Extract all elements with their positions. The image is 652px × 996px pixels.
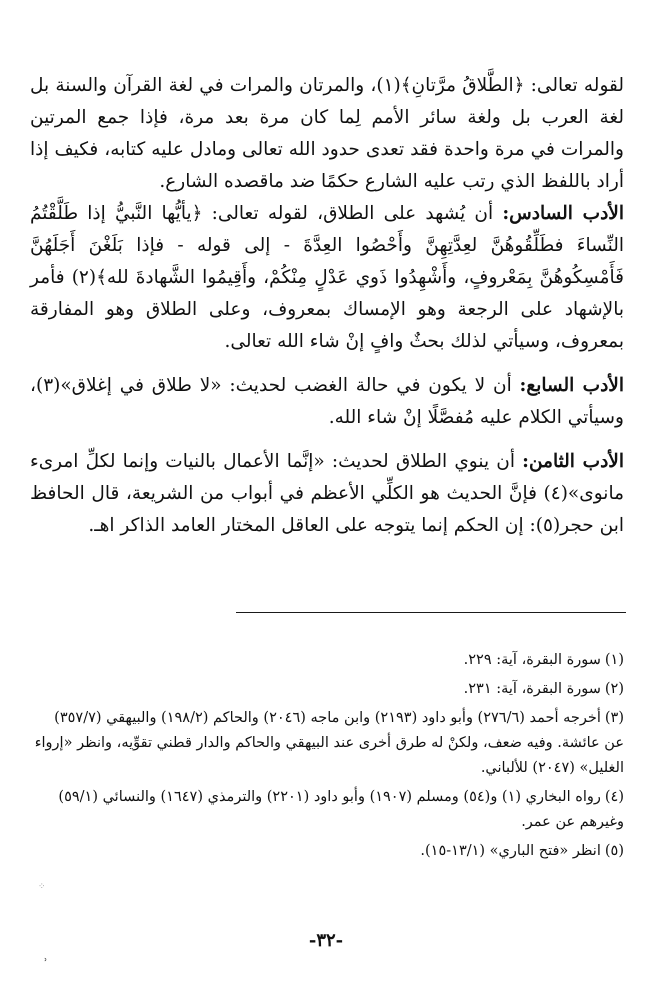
- body-adab-8: أن ينوي الطلاق لحديث: «إنَّما الأعمال بالنيات وإنما لكلِّ امرىء مانوى»(٤) فإنَّ الحديث هو الكلِّي الأعظم في أبواب من الشريعة، قال الحافظ ابن حجر(٥): إن الحكم إنما يتوجه على العاقل المختار العامد الذاكر اهـ.: [30, 451, 624, 536]
- body-adab-6: أن يُشهد على الطلاق، لقوله تعالى: ﴿يأيُّها النَّبيُّ إذا طَلَّقْتُمُ النِّساءَ فطَلِّقُوهُنَّ لعِدَّتِهِنَّ وأَحْصُوا العِدَّةَ - إلى قوله - فإذا بَلَغْنَ أَجَلَهُنَّ فَأَمْسِكُوهُنَّ بِمَعْروفٍ، وأَشْهِدُوا ذَوي عَدْلٍ مِنْكُمْ، وأَقِيمُوا الشَّهادةَ لله﴾(٢) فأمر بالإشهاد على الرجعة وهو الإمساك بمعروف، وعلى الطلاق وهو المفارقة بمعروف، وسيأتي لذلك بحثٌ وافٍ إنْ شاء الله تعالى.: [30, 203, 624, 352]
- footnote-number: (٤): [604, 789, 624, 805]
- footnote-text: رواه البخاري (١) و(٥٤) ومسلم (١٩٠٧) وأبو داود (٢٢٠١) والترمذي (١٦٤٧) والنسائي (٥٩/١) وغيرهم عن عمر.: [58, 789, 624, 830]
- footnote-number: (١): [604, 652, 624, 668]
- footnote: [30, 677, 624, 702]
- footnote: [30, 785, 624, 835]
- footnote-text: أخرجه أحمد (٢٧٦/٦) وأبو داود (٢١٩٣) وابن ماجه (٢٠٤٦) والحاكم (١٩٨/٢) والبيهقي (٣٥٧/٧) عن عائشة. وفيه ضعف، ولكنْ له طرق أخرى عند البيهقي والحاكم والدار قطني تقوِّيه، وانظر «إرواء الغليل» (٢٠٤٧) للألباني.: [34, 710, 624, 776]
- footnote-text: سورة البقرة، آية: ٢٣١.: [463, 681, 601, 697]
- main-text-block: [30, 70, 624, 542]
- footnote: [30, 839, 624, 864]
- paragraph-1: لقوله تعالى: ﴿الطَّلاقُ مرَّتانِ﴾(١)، والمرتان والمرات في لغة القرآن والسنة بل لغة العرب بل ولغة سائر الأمم لِما كان مرة بعد مرة، فإذا جمع المرتين والمرات في مرة واحدة فقد تعدى حدود الله تعالى ومادل عليه كتابه، فكيف إذا أراد باللفظ الذي رتب عليه الشارع حكمًا ضد ماقصده الشارع.: [30, 75, 624, 192]
- heading-adab-7: الأدب السابع:: [519, 375, 624, 396]
- footnote-number: (٥): [604, 843, 624, 859]
- footnotes: [30, 648, 624, 868]
- paragraph-adab-6: [30, 198, 624, 358]
- footnote: [30, 706, 624, 781]
- footnote-number: (٣): [604, 710, 624, 726]
- scan-speck: ⁘: [38, 882, 46, 892]
- body-adab-7: أن لا يكون في حالة الغضب لحديث: «لا طلاق في إغلاق»(٣)، وسيأتي الكلام عليه مُفصَّلًا إنْ شاء الله.: [30, 375, 624, 428]
- footnote-text: انظر «فتح الباري» (١٣/١-١٥).: [420, 843, 601, 859]
- scan-edge-mark: ʾ: [44, 956, 48, 970]
- heading-adab-6: الأدب السادس:: [502, 203, 624, 224]
- footnote-number: (٢): [604, 681, 624, 697]
- heading-adab-8: الأدب الثامن:: [522, 451, 624, 472]
- footnote: [30, 648, 624, 673]
- paragraph-adab-7: [30, 370, 624, 434]
- page-number: -٣٢-: [308, 930, 344, 951]
- footnote-separator: [236, 612, 626, 613]
- paragraph-adab-8: [30, 446, 624, 542]
- footnote-text: سورة البقرة، آية: ٢٢٩.: [463, 652, 601, 668]
